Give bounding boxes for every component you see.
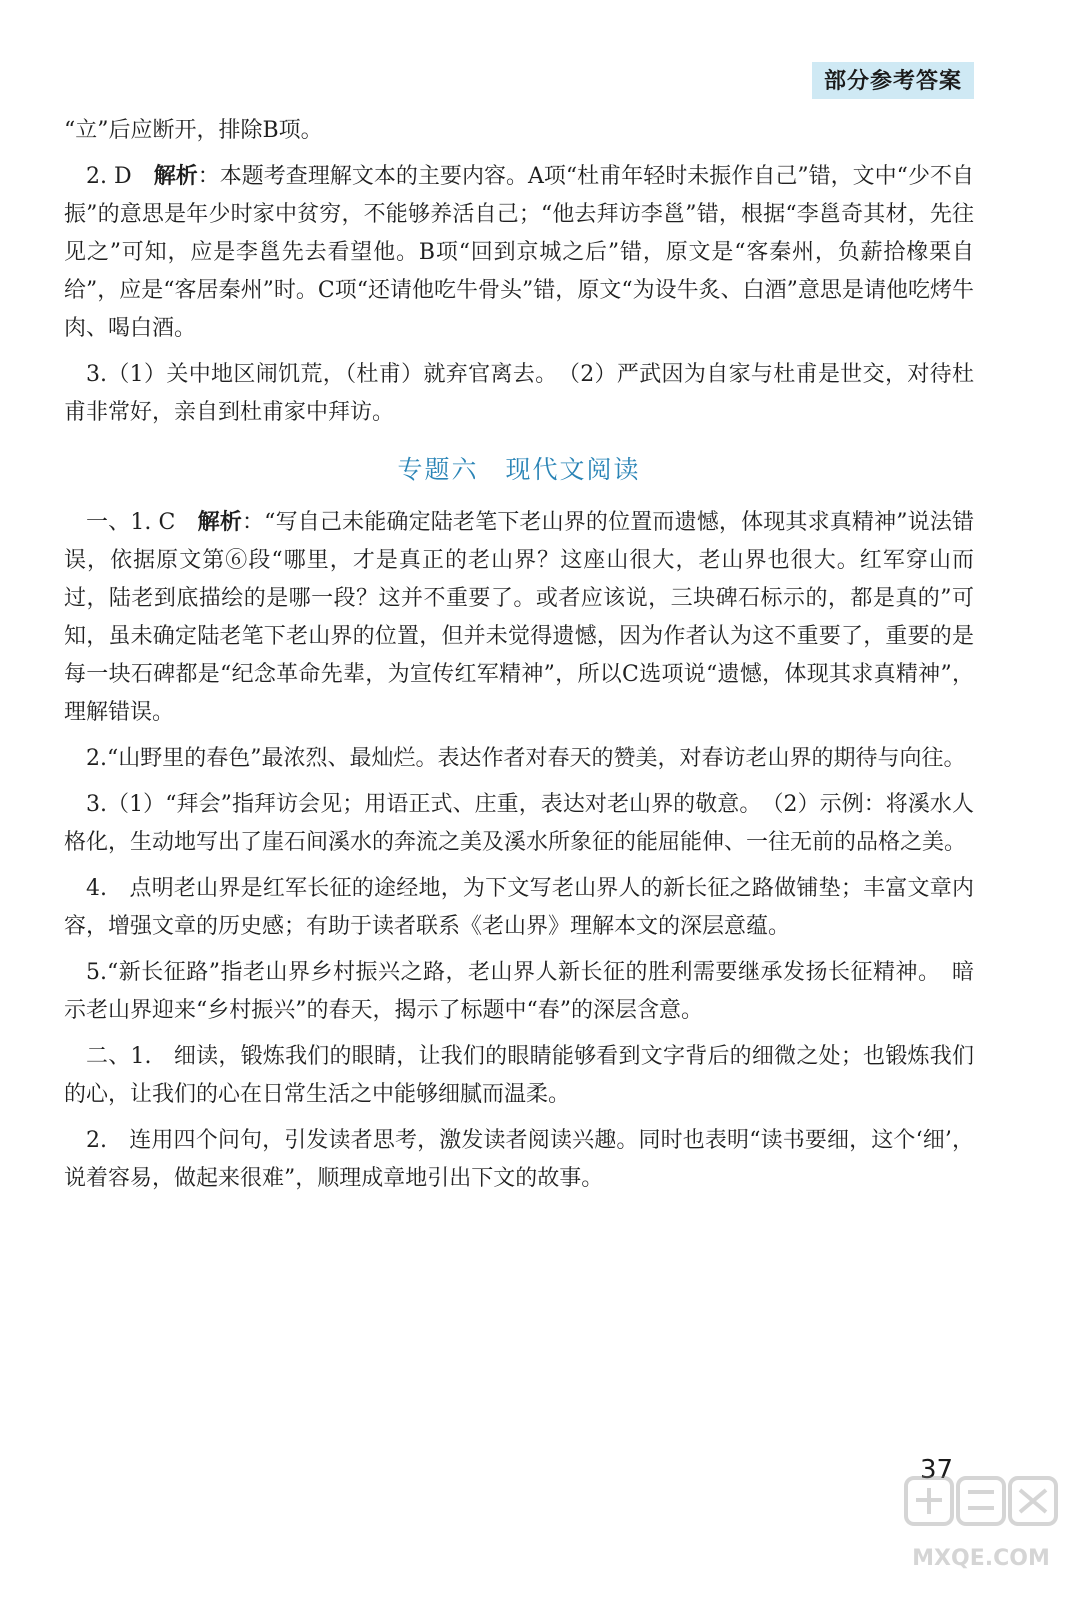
header-section-label: 部分参考答案 xyxy=(812,62,974,99)
paragraph-answer-1-1 xyxy=(64,504,974,732)
svg-text:MXQE.COM: MXQE.COM xyxy=(912,1546,1050,1571)
paragraph-text: 连用四个问句，引发读者思考，激发读者阅读兴趣。同时也表明“读书要细，这个‘细’，说着容易，做起来很难”，顺理成章地引出下文的故事。 xyxy=(64,1128,974,1191)
paragraph-answer-3 xyxy=(64,356,974,432)
question-number: 3. xyxy=(86,362,107,387)
analysis-label: 解析 xyxy=(197,510,243,535)
watermark-icon xyxy=(896,1470,1066,1590)
question-number: 一、1. C xyxy=(86,510,176,535)
analysis-label: 解析 xyxy=(153,164,198,189)
paragraph-text: 细读，锻炼我们的眼睛，让我们的眼睛能够看到文字背后的细微之处；也锻炼我们的心，让我们的心在日常生活之中能够细腻而温柔。 xyxy=(64,1044,974,1107)
paragraph-answer-2 xyxy=(64,158,974,348)
paragraph-text: “新长征路”指老山界乡村振兴之路，老山界人新长征的胜利需要继承发扬长征精神。 暗示老山界迎来“乡村振兴”的春天，揭示了标题中“春”的深层含意。 xyxy=(64,960,974,1023)
question-number: 二、1. xyxy=(86,1044,152,1069)
section-title: 专题六 现代文阅读 xyxy=(397,455,641,484)
page-number: 37 xyxy=(920,1455,954,1485)
question-number: 5. xyxy=(86,960,107,985)
question-number: 3. xyxy=(86,792,107,817)
paragraph-text: “山野里的春色”最浓烈、最灿烂。表达作者对春天的赞美，对春访老山界的期待与向往。 xyxy=(107,746,966,771)
paragraph-text: 点明老山界是红军长征的途经地，为下文写老山界人的新长征之路做铺垫；丰富文章内容，增强文章的历史感；有助于读者联系《老山界》理解本文的深层意蕴。 xyxy=(64,876,974,939)
question-number: 2. xyxy=(86,1128,107,1153)
paragraph-answer-1-4 xyxy=(64,870,974,946)
paragraph-text: （1）“拜会”指拜访会见；用语正式、庄重，表达对老山界的敬意。 （2）示例：将溪水人格化，生动地写出了崖石间溪水的奔流之美及溪水所象征的能屈能伸、一往无前的品格之美。 xyxy=(64,792,974,855)
paragraph-text: ：本题考查理解文本的主要内容。A项“杜甫年轻时未振作自己”错，文中“少不自振”的意思是年少时家中贫穷，不能够养活自己；“他去拜访李邕”错，根据“李邕奇其材，先往见之”可知，应是李邕先去看望他。B项“回到京城之后”错，原文是“客秦州，负薪拾橡栗自给”，应是“客居秦州”时。C项“还请他吃牛骨头”错，原文“为设牛炙、白酒”意思是请他吃烤牛肉、喝白酒。 xyxy=(64,164,974,341)
paragraph-answer-1-3 xyxy=(64,786,974,862)
paragraph-answer-2-2 xyxy=(64,1122,974,1198)
paragraph-text: “立”后应断开，排除B项。 xyxy=(64,118,323,143)
paragraph-answer-2-1 xyxy=(64,1038,974,1114)
paragraph-answer-1-5 xyxy=(64,954,974,1030)
question-number: 2. xyxy=(86,746,107,771)
question-number: 2. D xyxy=(86,164,132,189)
paragraph-text: ：“写自己未能确定陆老笔下老山界的位置而遗憾，体现其求真精神”说法错误，依据原文第⑥段“哪里，才是真正的老山界？这座山很大，老山界也很大。红军穿山而过，陆老到底描绘的是哪一段？这并不重要了。或者应该说，三块碑石标示的，都是真的”可知，虽未确定陆老笔下老山界的位置，但并未觉得遗憾，因为作者认为这不重要了，重要的是每一块石碑都是“纪念革命先辈，为宣传红军精神”，所以C选项说“遗憾，体现其求真精神”，理解错误。 xyxy=(64,510,974,725)
question-number: 4. xyxy=(86,876,107,901)
answer-content xyxy=(64,112,974,1206)
paragraph-answer-1-2 xyxy=(64,740,974,778)
paragraph-continuation xyxy=(64,112,974,150)
paragraph-text: （1）关中地区闹饥荒，（杜甫）就弃官离去。 （2）严武因为自家与杜甫是世交，对待杜甫非常好，亲自到杜甫家中拜访。 xyxy=(64,362,974,425)
watermark-logo xyxy=(896,1470,1066,1590)
